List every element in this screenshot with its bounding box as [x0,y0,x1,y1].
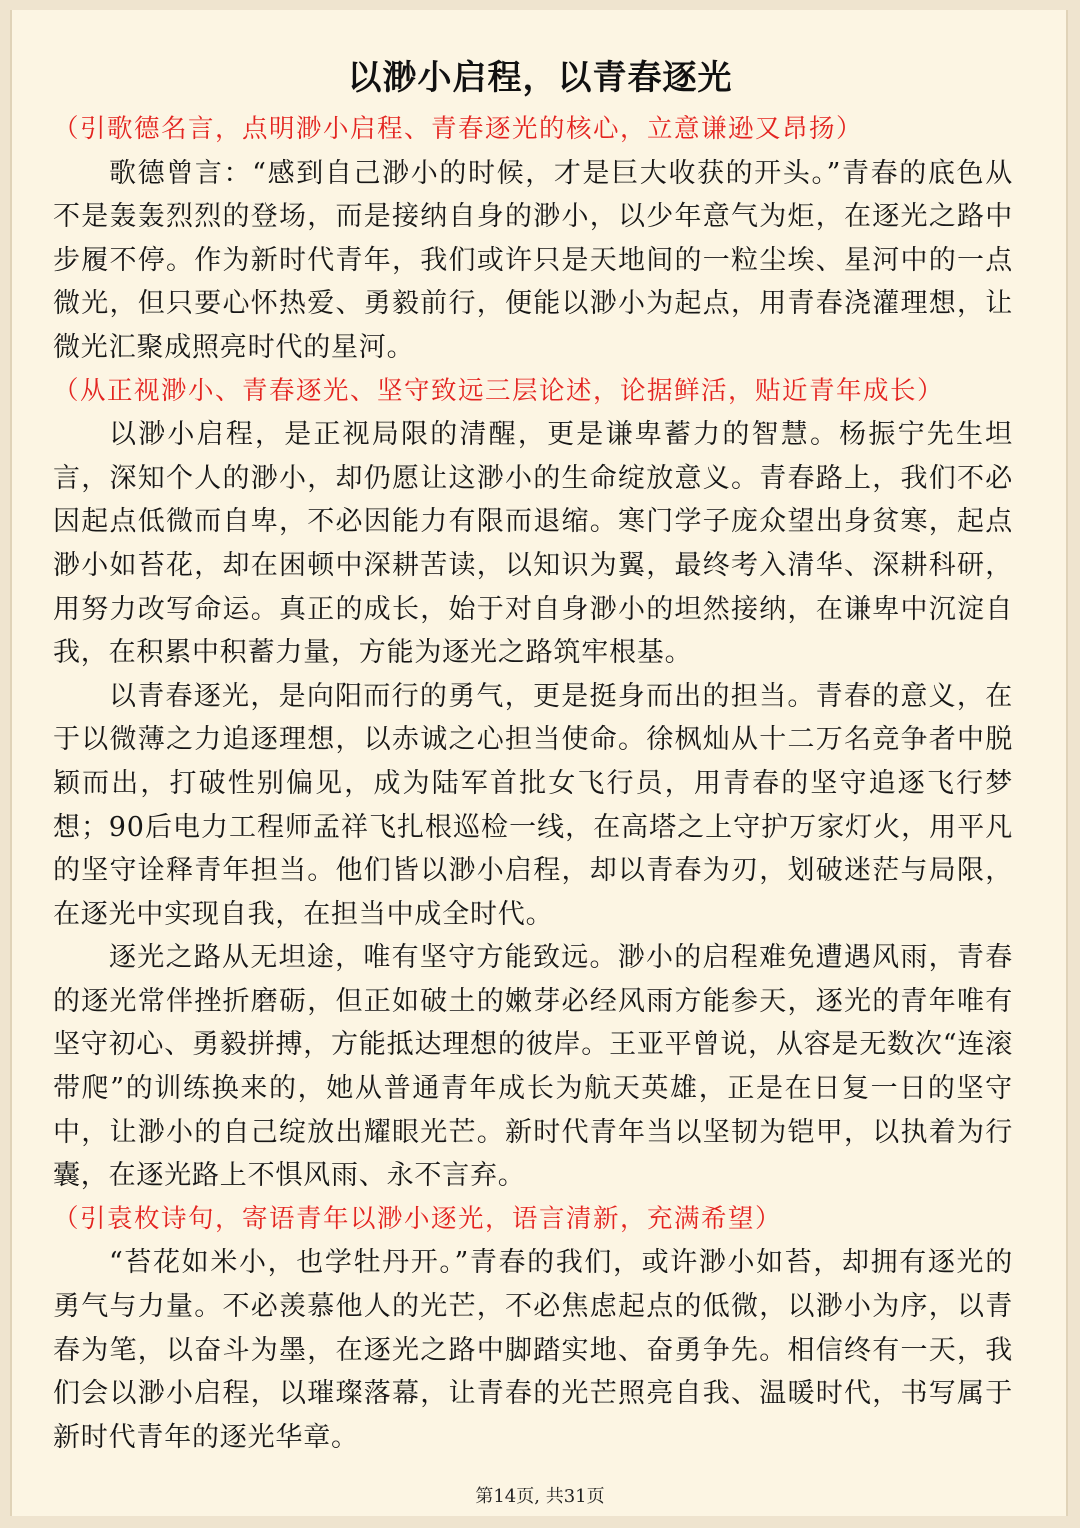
page-number: 第14页, 共31页 [475,1486,605,1507]
paragraph-conclusion: “苔花如米小，也学牡丹开。”青春的我们，或许渺小如苔，却拥有逐光的勇气与力量。不必羡慕他人的光芒，不必焦虑起点的低微，以渺小为序，以青春为笔，以奋斗为墨，在逐光之路中脚踏实地、奋勇争先。相信终有一天，我们会以渺小启程，以璀璨落幕，让青春的光芒照亮自我、温暖时代，书写属于新时代青年的逐光华章。 [53,1247,1013,1453]
annotation-conclusion: （引袁枚诗句，寄语青年以渺小逐光，语言清新，充满希望） [53,1203,783,1234]
paragraph-intro: 歌德曾言：“感到自己渺小的时候，才是巨大收获的开头。”青春的底色从不是轰轰烈烈的登场，而是接纳自身的渺小，以少年意气为炬，在逐光之路中步履不停。作为新时代青年，我们或许只是天地间的一粒尘埃、星河中的一点微光，但只要心怀热爱、勇毅前行，便能以渺小为起点，用青春浇灌理想，让微光汇聚成照亮时代的星河。 [53,157,1013,363]
paragraph-body-3: 逐光之路从无坦途，唯有坚守方能致远。渺小的启程难免遭遇风雨，青春的逐光常伴挫折磨砺，但正如破土的嫩芽必经风雨方能参天，逐光的青年唯有坚守初心、勇毅拼搏，方能抵达理想的彼岸。王亚平曾说，从容是无数次“连滚带爬”的训练换来的，她从普通青年成长为航天英雄，正是在日复一日的坚守中，让渺小的自己绽放出耀眼光芒。新时代青年当以坚韧为铠甲，以执着为行囊，在逐光路上不惧风雨、永不言弃。 [53,942,1013,1192]
paragraph-body-1: 以渺小启程，是正视局限的清醒，更是谦卑蓄力的智慧。杨振宁先生坦言，深知个人的渺小，却仍愿让这渺小的生命绽放意义。青春路上，我们不必因起点低微而自卑，不必因能力有限而退缩。寒门学子庞众望出身贫寒，起点渺小如苔花，却在困顿中深耕苦读，以知识为翼，最终考入清华、深耕科研，用努力改写命运。真正的成长，始于对自身渺小的坦然接纳，在谦卑中沉淀自我，在积累中积蓄力量，方能为逐光之路筑牢根基。 [53,419,1013,669]
essay-title: 以渺小启程，以青春逐光 [347,58,733,98]
paragraph-body-2: 以青春逐光，是向阳而行的勇气，更是挺身而出的担当。青春的意义，在于以微薄之力追逐理想，以赤诚之心担当使命。徐枫灿从十二万名竞争者中脱颖而出，打破性别偏见，成为陆军首批女飞行员，用青春的坚守追逐飞行梦想；90后电力工程师孟祥飞扎根巡检一线，在高塔之上守护万家灯火，用平凡的坚守诠释青年担当。他们皆以渺小启程，却以青春为刃，划破迷茫与局限，在逐光中实现自我，在担当中成全时代。 [53,680,1013,930]
annotation-body: （从正视渺小、青春逐光、坚守致远三层论述，论据鲜活，贴近青年成长） [53,375,945,406]
annotation-intro: （引歌德名言，点明渺小启程、青春逐光的核心，立意谦逊又昂扬） [53,114,864,144]
essay-body [53,108,1013,1459]
